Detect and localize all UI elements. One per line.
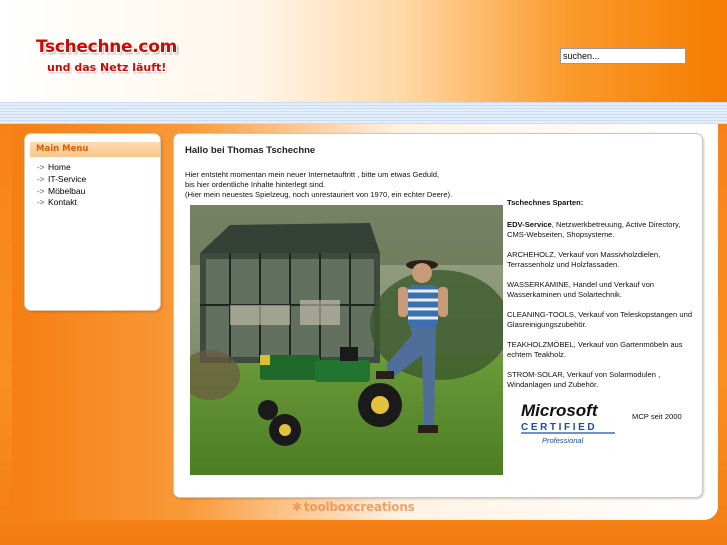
sparten-list (507, 198, 697, 400)
page-title: Hallo bei Thomas Tschechne (185, 145, 316, 156)
footer-logo[interactable] (292, 500, 415, 514)
sparte-text: , Handel und Verkauf von Wasserkaminen und Solartechnik. (507, 280, 655, 299)
header-stripe (0, 102, 727, 124)
sparten-heading: Tschechnes Sparten: (507, 198, 584, 207)
main-menu-title: Main Menu (30, 142, 160, 157)
site-slogan: und das Netz läuft! (47, 61, 167, 74)
sparte-name[interactable]: CLEANING-TOOLS (507, 310, 574, 319)
sparte-text: , Verkauf von Massivholzdielen, Terrassenholz und Holzfassaden. (507, 250, 661, 269)
sparte-item (507, 340, 697, 360)
footer-logo-text: toolboxcreations (303, 500, 415, 514)
tractor-photo-illustration (190, 205, 503, 475)
sparte-text: , Verkauf von Teleskopstangen und Glasreinigungszubehör. (507, 310, 693, 329)
intro-text (185, 170, 452, 200)
sparte-item (507, 220, 697, 240)
arrow-right-icon: -> (37, 198, 45, 208)
main-menu-panel (24, 133, 161, 311)
arrow-right-icon: -> (37, 174, 45, 184)
menu-item-kontakt[interactable] (37, 197, 86, 209)
menu-item-moebelbau[interactable] (37, 186, 86, 198)
menu-item-it-service[interactable] (37, 174, 86, 186)
arrow-right-icon: -> (37, 163, 45, 172)
sparte-name[interactable]: WASSERKAMINE (507, 280, 569, 289)
ms-logo-word1: Microsoft (521, 401, 598, 420)
site-logo[interactable]: Tschechne.com (36, 37, 178, 57)
sparte-text: , Verkauf von Solarmodulen , Windanlagen und Zubehör. (507, 370, 661, 389)
sparte-item (507, 370, 697, 390)
search-input[interactable] (560, 48, 686, 64)
sparte-text: , Netzwerkbetreuung, Active Directory, CMS-Webseiten, Shopsysteme. (507, 220, 681, 239)
intro-line: bis hier ordentliche Inhalte hinterlegt sind. (185, 180, 326, 189)
main-menu (37, 162, 86, 209)
sparte-item (507, 310, 697, 330)
arrow-right-icon: -> (37, 186, 45, 196)
sparte-text: , Verkauf von Gartenmöbeln aus echtem Teakholz. (507, 340, 683, 359)
menu-item-label: Home (48, 162, 71, 172)
sparte-name[interactable]: EDV-Service (507, 220, 552, 229)
sparte-item (507, 250, 697, 270)
sparte-name[interactable]: STROM-SOLAR (507, 370, 563, 379)
microsoft-certified-logo (520, 399, 620, 447)
menu-item-label: Möbelbau (48, 185, 86, 196)
intro-line: Hier entsteht momentan mein neuer Internetauftritt , bitte um etwas Geduld, (185, 170, 440, 179)
ms-logo-word2: CERTIFIED (521, 422, 598, 433)
intro-line: (Hier mein neuestes Spielzeug, noch unrestauriert von 1970, ein echter Deere). (185, 190, 453, 199)
ms-logo-word3: Professional (542, 436, 584, 445)
mcp-since-text: MCP seit 2000 (632, 412, 682, 421)
menu-item-home[interactable] (37, 162, 86, 174)
gear-icon: ✱ (292, 500, 302, 514)
menu-item-label: IT-Service (48, 173, 87, 184)
tractor-photo (190, 205, 503, 475)
menu-item-label: Kontakt (48, 197, 77, 208)
sparte-item (507, 280, 697, 300)
sparte-name[interactable]: TEAKHOLZMÖBEL (507, 340, 574, 349)
sparte-name[interactable]: ARCHEHOLZ (507, 250, 554, 259)
